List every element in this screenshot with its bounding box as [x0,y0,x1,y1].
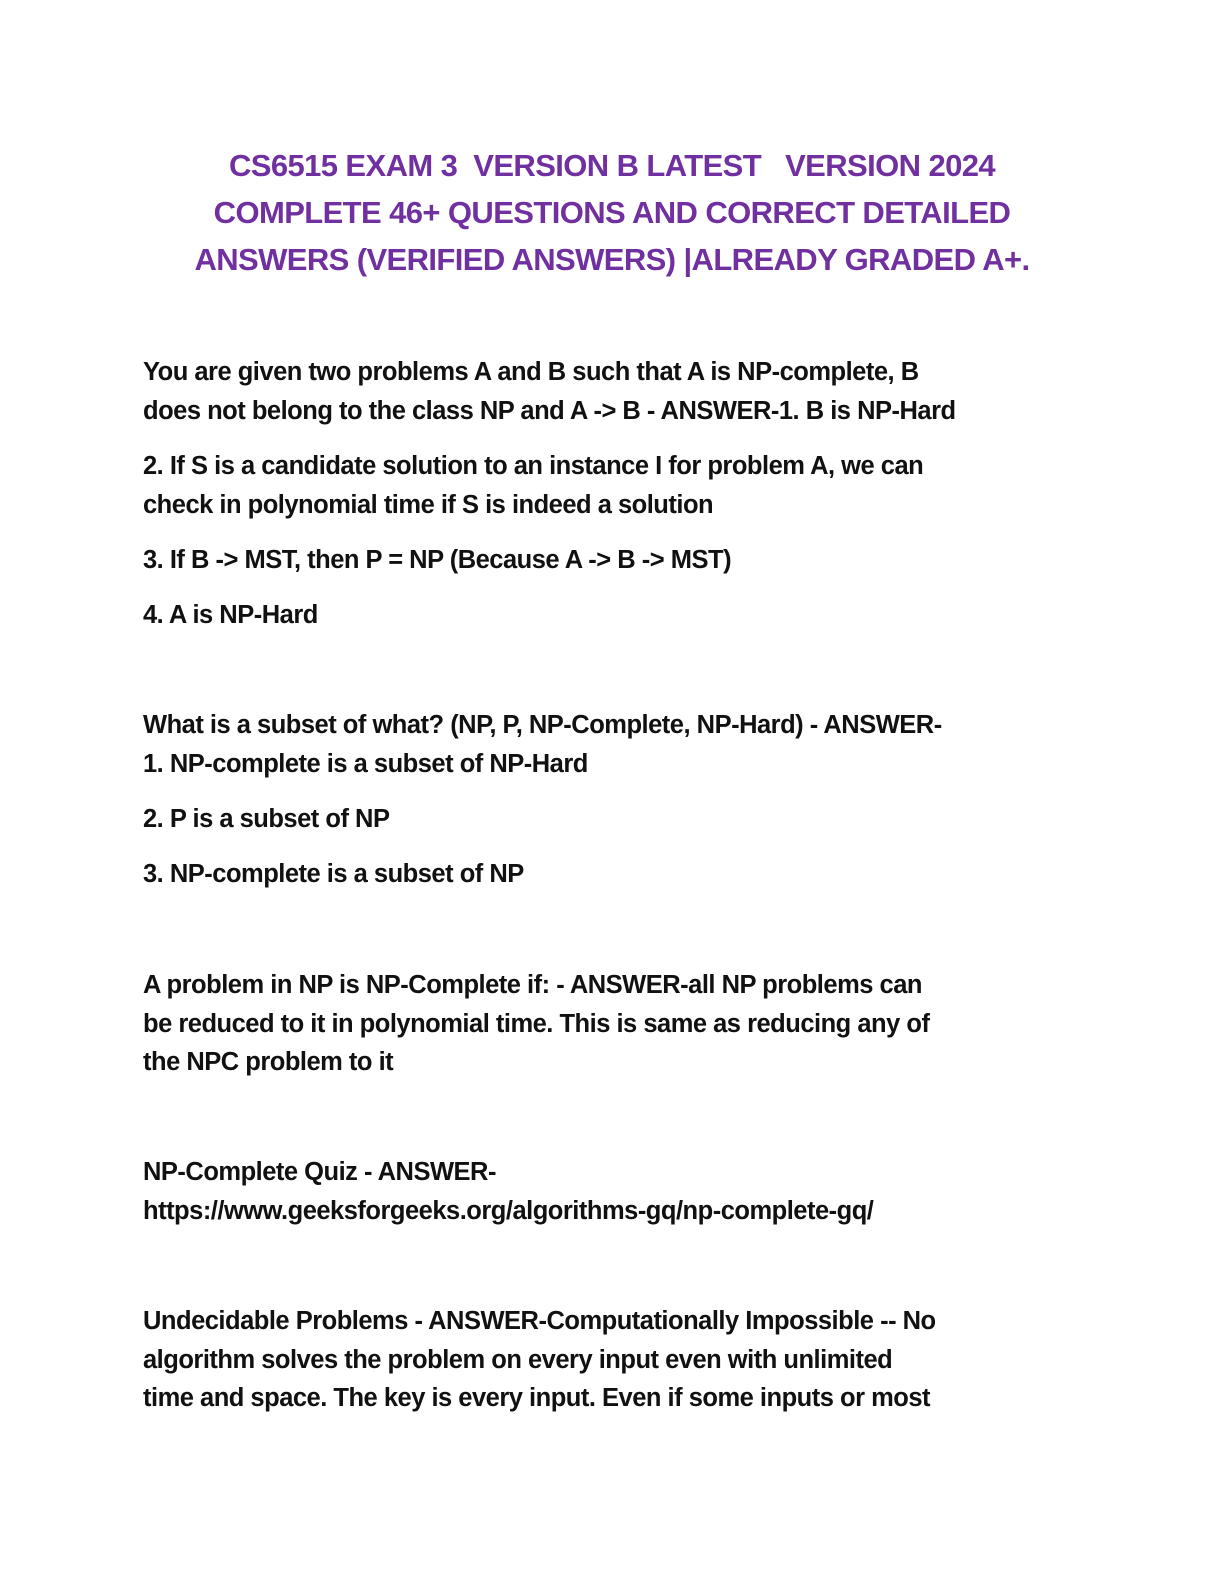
answer-item-3 [143,541,1083,580]
text-line: 2. P is a subset of NP [143,805,390,833]
text-line: NP-Complete Quiz - ANSWER- [143,1158,496,1186]
text-line: 3. NP-complete is a subset of NP [143,860,524,888]
text-line: You are given two problems A and B such that A is NP-complete, B [143,358,919,386]
document-title [140,142,1084,283]
qa-np-complete-definition [143,966,1083,1082]
text-line: the NPC problem to it [143,1048,394,1076]
text-line: check in polynomial time if S is indeed a solution [143,490,714,519]
text-line: time and space. The key is every input. Even if some inputs or most [143,1384,930,1412]
text-line: be reduced to it in polynomial time. This is same as reducing any of [143,1009,930,1038]
text-line: 3. If B -> MST, then P = NP (Because A -> B -> MST) [143,546,732,574]
text-line: algorithm solves the problem on every input even with unlimited [143,1345,893,1374]
quiz-url-text: https://www.geeksforgeeks.org/algorithms-gq/np-complete-gq/ [143,1196,874,1225]
qa-np-complete-quiz [143,1153,1083,1230]
title-line: COMPLETE 46+ QUESTIONS AND CORRECT DETAILED [213,195,1011,230]
text-line: Undecidable Problems - ANSWER-Computationally Impossible -- No [143,1307,936,1335]
text-line: A problem in NP is NP-Complete if: - ANSWER-all NP problems can [143,971,922,999]
qa-undecidable-problems [143,1302,1083,1418]
qa-subset-question [143,706,1083,783]
qa-np-complete-problem [143,353,1083,430]
subset-item-3 [143,855,1083,894]
answer-item-4 [143,596,1083,635]
text-line: does not belong to the class NP and A -> B - ANSWER-1. B is NP-Hard [143,396,956,425]
title-line: CS6515 EXAM 3 VERSION B LATEST VERSION 2024 [228,148,996,183]
text-line: What is a subset of what? (NP, P, NP-Complete, NP-Hard) - ANSWER- [143,711,942,739]
text-line: 2. If S is a candidate solution to an instance I for problem A, we can [143,452,924,480]
text-line: 4. A is NP-Hard [143,601,318,629]
answer-item-2 [143,447,1083,524]
text-line: 1. NP-complete is a subset of NP-Hard [143,749,588,778]
title-line: ANSWERS (VERIFIED ANSWERS) |ALREADY GRADED A+. [194,242,1030,277]
subset-item-2 [143,800,1083,839]
